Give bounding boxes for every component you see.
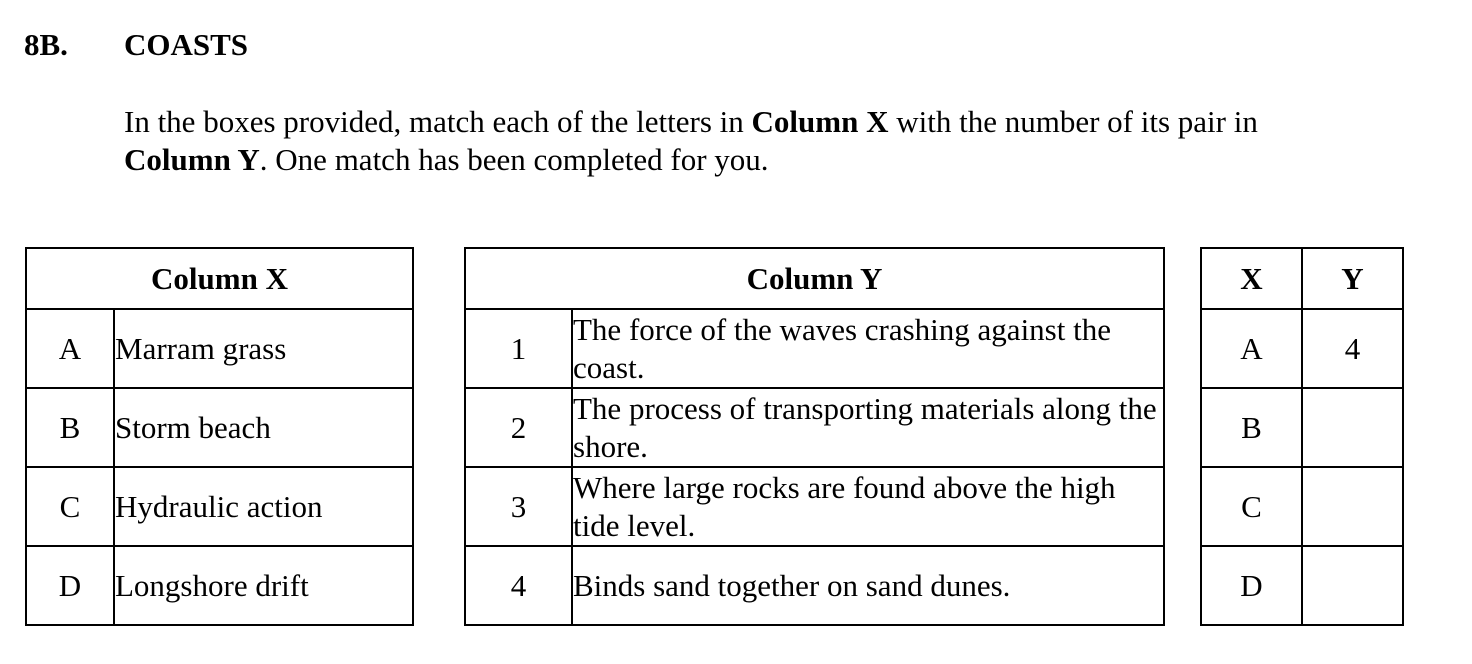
- answer-box[interactable]: 4: [1302, 309, 1403, 388]
- column-x-letter: A: [26, 309, 114, 388]
- answer-letter: B: [1201, 388, 1302, 467]
- table-row: [465, 467, 1164, 546]
- instructions: [124, 103, 1444, 179]
- column-x-letter: B: [26, 388, 114, 467]
- column-y-number: 3: [465, 467, 572, 546]
- answer-box[interactable]: [1302, 388, 1403, 467]
- answer-letter: A: [1201, 309, 1302, 388]
- column-x-table: [25, 247, 414, 626]
- question-number: 8B.: [24, 27, 68, 62]
- column-y-number: 1: [465, 309, 572, 388]
- column-x-term: Marram grass: [114, 309, 413, 388]
- column-x-term: Storm beach: [114, 388, 413, 467]
- column-x-letter: D: [26, 546, 114, 625]
- table-row: [26, 388, 413, 467]
- instruction-bold-column-x: Column X: [751, 104, 889, 139]
- table-row: [465, 546, 1164, 625]
- column-y-number: 2: [465, 388, 572, 467]
- column-y-header: Column Y: [465, 248, 1164, 309]
- table-row: [1201, 309, 1403, 388]
- answer-header-y: Y: [1302, 248, 1403, 309]
- column-x-header: Column X: [26, 248, 413, 309]
- column-x-term: Longshore drift: [114, 546, 413, 625]
- table-row: [1201, 546, 1403, 625]
- table-row: [1201, 388, 1403, 467]
- table-row: [465, 309, 1164, 388]
- column-x-term: Hydraulic action: [114, 467, 413, 546]
- answer-box[interactable]: [1302, 546, 1403, 625]
- column-y-table: [464, 247, 1165, 626]
- question-title: COASTS: [124, 27, 249, 62]
- answer-letter: D: [1201, 546, 1302, 625]
- column-y-description: The force of the waves crashing against the coast.: [572, 309, 1164, 388]
- answer-header-x: X: [1201, 248, 1302, 309]
- instruction-part2: with the number of its pair in: [888, 104, 1258, 139]
- table-row: [465, 388, 1164, 467]
- table-row: [1201, 467, 1403, 546]
- column-y-description: Where large rocks are found above the high tide level.: [572, 467, 1164, 546]
- column-y-description: Binds sand together on sand dunes.: [572, 546, 1164, 625]
- answer-box[interactable]: [1302, 467, 1403, 546]
- answer-table: [1200, 247, 1404, 626]
- table-row: [26, 467, 413, 546]
- table-row: [26, 309, 413, 388]
- instruction-bold-column-y: Column Y: [124, 142, 260, 177]
- column-y-description: The process of transporting materials along the shore.: [572, 388, 1164, 467]
- instruction-part1: In the boxes provided, match each of the letters in: [124, 104, 752, 139]
- table-row: [26, 546, 413, 625]
- column-y-number: 4: [465, 546, 572, 625]
- instruction-part3: . One match has been completed for you.: [259, 142, 769, 177]
- column-x-letter: C: [26, 467, 114, 546]
- answer-letter: C: [1201, 467, 1302, 546]
